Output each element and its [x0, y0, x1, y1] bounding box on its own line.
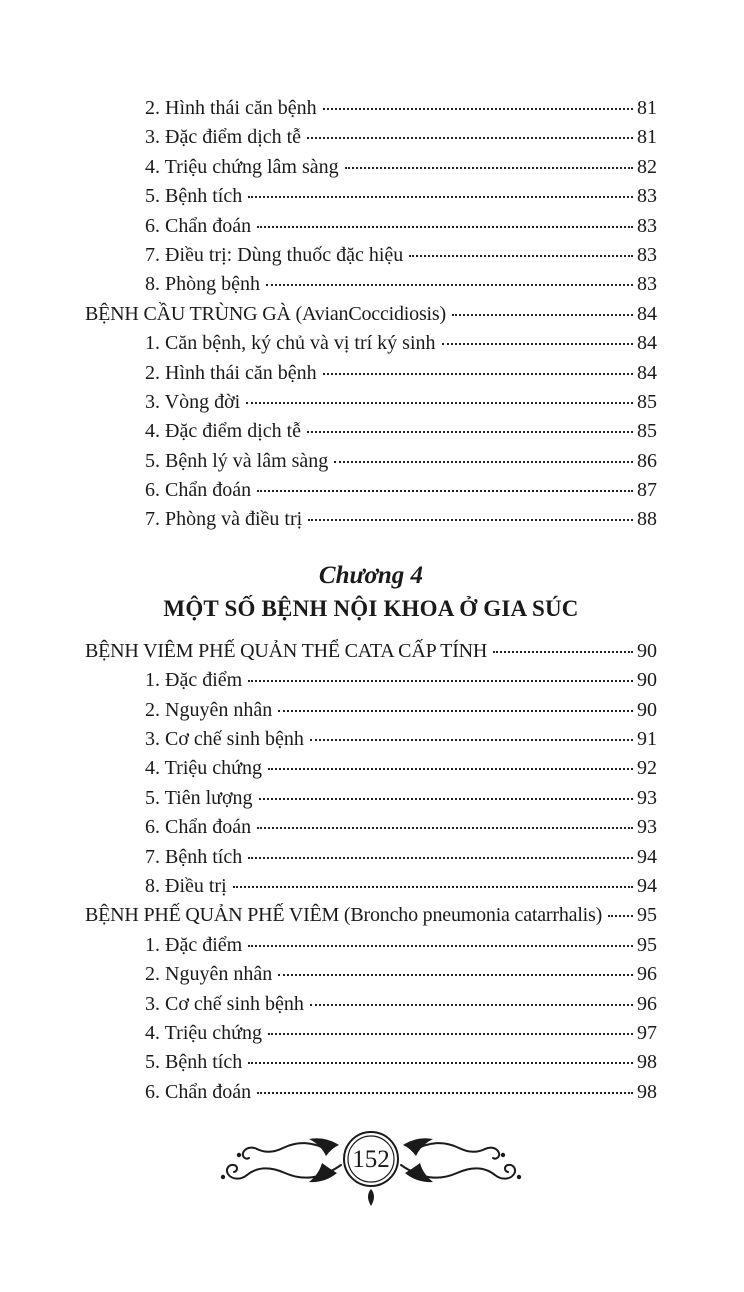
toc-item-row — [85, 153, 657, 182]
dot-leader — [323, 373, 633, 375]
dot-leader — [259, 798, 633, 800]
dot-leader — [248, 945, 633, 947]
dot-leader — [409, 255, 633, 257]
footer-ornament — [201, 1121, 541, 1207]
toc-item-row — [85, 270, 657, 299]
toc-entry-label: 7. Bệnh tích — [145, 845, 243, 868]
toc-entry-page: 86 — [637, 449, 657, 472]
toc-entry-label: 2. Hình thái căn bệnh — [145, 97, 317, 119]
dot-leader — [310, 739, 633, 741]
dot-leader — [248, 680, 633, 682]
dot-leader — [608, 915, 633, 917]
toc-item-row — [85, 754, 657, 783]
dot-leader — [310, 1004, 633, 1006]
dot-leader — [334, 461, 633, 463]
toc-entry-label: 8. Điều trị — [145, 874, 227, 897]
toc-item-row — [85, 931, 657, 960]
toc-entry-label: 5. Tiên lượng — [145, 786, 253, 809]
dot-leader — [248, 857, 633, 859]
toc-entry-label: 2. Nguyên nhân — [145, 963, 273, 986]
toc-item-row — [85, 359, 657, 388]
toc-item-row — [85, 241, 657, 270]
toc-entry-page: 83 — [637, 214, 657, 237]
dot-leader — [345, 167, 633, 169]
toc-entry-page: 81 — [637, 97, 657, 119]
toc-entry-page: 83 — [637, 273, 657, 296]
toc-item-row — [85, 960, 657, 989]
toc-entry-label: 3. Đặc điểm dịch tễ — [145, 126, 302, 149]
toc-entry-label: 7. Điều trị: Dùng thuốc đặc hiệu — [145, 243, 404, 266]
toc-entry-page: 92 — [637, 757, 657, 780]
dot-leader — [452, 314, 633, 316]
toc-entry-label: 3. Vòng đời — [145, 390, 241, 413]
toc-entry-label: 1. Đặc điểm — [145, 669, 243, 692]
toc-entry-label: 8. Phòng bệnh — [145, 273, 260, 296]
dot-leader — [307, 431, 633, 433]
toc-section-row — [85, 901, 657, 930]
toc-entry-label: 1. Đặc điểm — [145, 933, 243, 956]
dot-leader — [307, 137, 633, 139]
dot-leader — [266, 284, 633, 286]
toc-item-row — [85, 784, 657, 813]
dot-leader — [278, 974, 633, 976]
toc-entry-page: 94 — [637, 874, 657, 897]
toc-entry-page: 93 — [637, 816, 657, 839]
toc-entry-label: BỆNH VIÊM PHẾ QUẢN THỂ CATA CẤP TÍNH — [85, 639, 488, 662]
toc-entry-page: 98 — [637, 1080, 657, 1103]
toc-item-row — [85, 1019, 657, 1048]
toc-entry-page: 93 — [637, 786, 657, 809]
toc-item-row — [85, 990, 657, 1019]
toc-entry-label: 6. Chẩn đoán — [145, 816, 252, 839]
toc-entry-page: 84 — [637, 332, 657, 355]
toc-entry-label: 1. Căn bệnh, ký chủ và vị trí ký sinh — [145, 332, 436, 355]
toc-entry-page: 82 — [637, 155, 657, 178]
toc-entry-page: 98 — [637, 1051, 657, 1074]
toc-entry-label: 5. Bệnh tích — [145, 185, 243, 208]
toc-entry-page: 84 — [637, 302, 657, 325]
toc-section-row — [85, 300, 657, 329]
toc-list — [85, 94, 657, 1107]
dot-leader — [257, 827, 633, 829]
toc-item-row — [85, 1048, 657, 1077]
toc-entry-page: 95 — [637, 904, 657, 927]
toc-item-row — [85, 696, 657, 725]
toc-entry-page: 87 — [637, 479, 657, 502]
toc-item-row — [85, 388, 657, 417]
toc-entry-page: 95 — [637, 933, 657, 956]
dot-leader — [257, 226, 633, 228]
toc-entry-page: 85 — [637, 420, 657, 443]
toc-entry-page: 88 — [637, 508, 657, 531]
toc-entry-page: 91 — [637, 728, 657, 751]
toc-entry-page: 90 — [637, 669, 657, 692]
dot-leader — [257, 1092, 633, 1094]
page-footer — [85, 1121, 657, 1207]
toc-entry-page: 83 — [637, 243, 657, 266]
chapter-heading — [85, 559, 657, 625]
toc-item-row — [85, 447, 657, 476]
toc-entry-label: 7. Phòng và điều trị — [145, 508, 303, 531]
toc-entry-label: 6. Chẩn đoán — [145, 479, 252, 502]
dot-leader — [308, 519, 633, 521]
toc-section-row — [85, 637, 657, 666]
toc-item-row — [85, 329, 657, 358]
toc-entry-label: 4. Triệu chứng — [145, 1021, 262, 1044]
toc-entry-page: 83 — [637, 185, 657, 208]
toc-entry-label: BỆNH CẦU TRÙNG GÀ (AvianCoccidiosis) — [85, 302, 446, 325]
toc-entry-page: 96 — [637, 963, 657, 986]
toc-entry-label: 5. Bệnh tích — [145, 1051, 243, 1074]
toc-entry-page: 81 — [637, 126, 657, 149]
toc-item-row — [85, 505, 657, 534]
chapter-title: MỘT SỐ BỆNH NỘI KHOA Ở GIA SÚC — [163, 595, 579, 621]
toc-item-row — [85, 1078, 657, 1107]
toc-item-row — [85, 417, 657, 446]
dot-leader — [246, 402, 633, 404]
toc-entry-label: 5. Bệnh lý và lâm sàng — [145, 449, 329, 472]
dot-leader — [442, 343, 633, 345]
toc-item-row — [85, 182, 657, 211]
toc-item-row — [85, 666, 657, 695]
dot-leader — [493, 651, 633, 653]
dot-leader — [268, 1033, 633, 1035]
toc-entry-label: 2. Hình thái căn bệnh — [145, 361, 317, 384]
dot-leader — [278, 710, 633, 712]
chapter-number: Chương 4 — [318, 561, 424, 589]
toc-entry-label: 6. Chẩn đoán — [145, 214, 252, 237]
toc-entry-label: 6. Chẩn đoán — [145, 1080, 252, 1103]
toc-item-row — [85, 872, 657, 901]
toc-entry-page: 90 — [637, 698, 657, 721]
toc-entry-label: 4. Triệu chứng lâm sàng — [145, 155, 339, 178]
toc-entry-label: BỆNH PHẾ QUẢN PHẾ VIÊM (Broncho pneumonia catarrhalis) — [85, 904, 603, 927]
toc-entry-label: 4. Đặc điểm dịch tễ — [145, 420, 302, 443]
toc-entry-label: 4. Triệu chứng — [145, 757, 262, 780]
dot-leader — [268, 768, 633, 770]
toc-item-row — [85, 212, 657, 241]
toc-entry-page: 85 — [637, 390, 657, 413]
toc-entry-label: 3. Cơ chế sinh bệnh — [145, 992, 304, 1015]
toc-item-row — [85, 476, 657, 505]
toc-entry-page: 94 — [637, 845, 657, 868]
toc-entry-page: 97 — [637, 1021, 657, 1044]
toc-entry-label: 2. Nguyên nhân — [145, 698, 273, 721]
dot-leader — [248, 1062, 633, 1064]
dot-leader — [248, 196, 633, 198]
toc-item-row — [85, 725, 657, 754]
dot-leader — [233, 886, 633, 888]
toc-entry-label: 3. Cơ chế sinh bệnh — [145, 728, 304, 751]
toc-item-row — [85, 843, 657, 872]
dot-leader — [257, 490, 633, 492]
toc-item-row — [85, 94, 657, 123]
toc-item-row — [85, 123, 657, 152]
toc-entry-page: 96 — [637, 992, 657, 1015]
toc-entry-page: 84 — [637, 361, 657, 384]
toc-item-row — [85, 813, 657, 842]
dot-leader — [323, 108, 633, 110]
toc-entry-page: 90 — [637, 639, 657, 662]
page-number: 152 — [352, 1146, 390, 1174]
